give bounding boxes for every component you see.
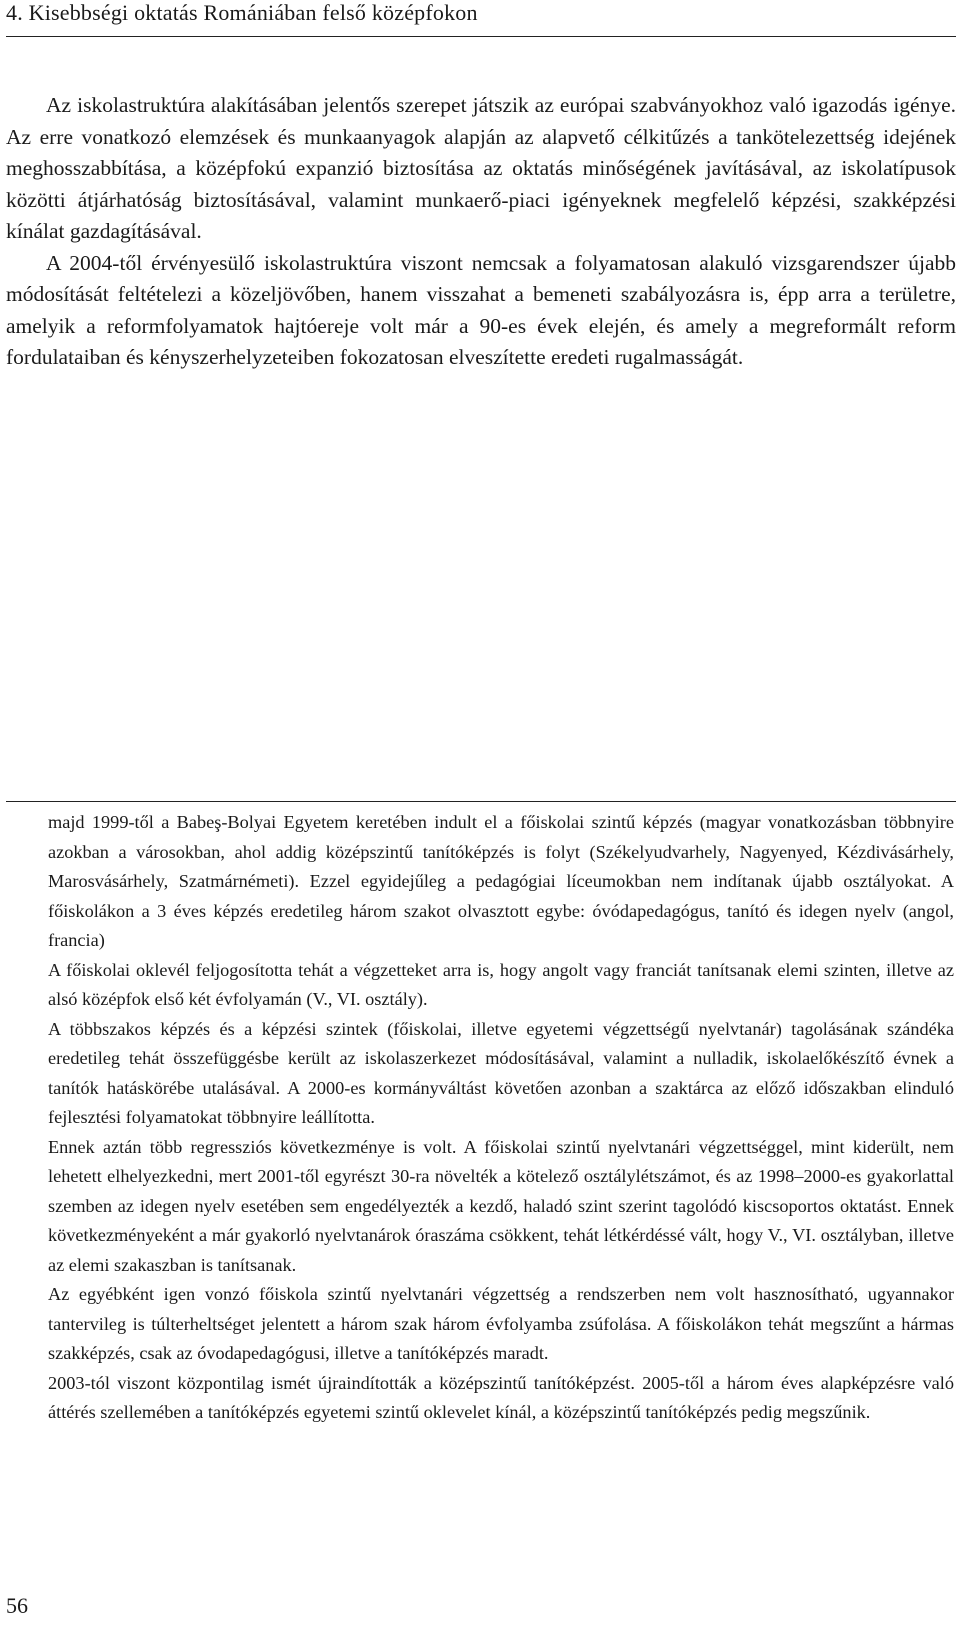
main-paragraph: Az iskolastruktúra alakításában jelentős szerepet játszik az európai szabványokhoz való igazodás igénye. Az erre vonatkozó elemzések és munkaanyagok alapján az alapvető célkitűzés a tankötelezettség idejének meghosszabbítása, a középfokú expanzió biztosítása az oktatás minőségének javításával, az iskolatípusok közötti átjárhatóság biztosításával, valamint munkaerő-piaci igényeknek megfelelő képzési, szakképzési kínálat gazdagításával. [6,93,956,243]
footnote-paragraph: A többszakos képzés és a képzési szintek (főiskolai, illetve egyetemi végzettségű nyelvtanár) tagolásának szándéka eredetileg tehát összefüggésbe került az iskolaszerkezet módosításával, valamint a nulladik, iskolaelőkészítő évnek a tanítók hatáskörébe utalásával. A 2000-es kormányváltást követően azonban a szaktárca az előző időszakban elinduló fejlesztési folyamatokat többnyire leállította. [48,1018,954,1127]
footnote-rule [6,801,956,802]
footnote-paragraph: A főiskolai oklevél feljogosította tehát a végzetteket arra is, hogy angolt vagy franciát tanítsanak elemi szinten, illetve az alsó középfok első két évfolyamán (V., VI. osztály). [48,959,954,1009]
running-header: 4. Kisebbségi oktatás Romániában felső középfokon [6,0,478,25]
main-text [6,90,956,374]
page-number: 56 [6,1593,28,1618]
footnote-paragraph: majd 1999-től a Babeş-Bolyai Egyetem keretében indult el a főiskolai szintű képzés (magyar vonatkozásban többnyire azokban a városokban, ahol addig középszintű tanítóképzés is folyt (Székelyudvarhely, Nagyenyed, Kézdivásárhely, Marosvásárhely, Szatmárnémeti). Ezzel egyidejűleg a pedagógiai líceumokban nem indítanak újabb osztályokat. A főiskolákon a 3 éves képzés eredetileg három szakot olvasztott egybe: óvódapedagógus, tanító és idegen nyelv (angol, francia) [48,812,954,950]
header-rule [6,36,956,37]
footnote-paragraph: 2003-tól viszont központilag ismét újraindították a középszintű tanítóképzést. 2005-től a három éves alapképzésre való áttérés szellemében a tanítóképzés egyetemi szintű oklevelet kínál, a középszintű tanítóképzés pedig megszűnik. [48,1372,954,1422]
footnote-paragraph: Ennek aztán több regressziós következménye is volt. A főiskolai szintű nyelvtanári végzettséggel, mint kiderült, nem lehetett elhelyezkedni, mert 2001-től egyrészt 30-ra növelték a kötelező osztálylétszámot, és az 1998–2000-es gyakorlattal szemben az idegen nyelv esetében sem engedélyezték a kezdő, haladó szint szerint tagolódó kiscsoportos oktatást. Ennek következményeként a már gyakorló nyelvtanárok óraszáma csökkent, tehát létkérdéssé vált, hogy V., VI. osztályban, illetve az elemi szakaszban is tanítsanak. [48,1136,954,1275]
footnote-paragraph: Az egyébként igen vonzó főiskola szintű nyelvtanári végzettség a rendszerben nem volt hasznosítható, ugyannakor tantervileg is túlterheltséget jelentett a három szak három évfolyamba zsúfolása. A főiskolákon tehát megszűnt a hármas szakképzés, csak az óvodapedagógusi, illetve a tanítóképzés maradt. [48,1284,954,1363]
main-paragraph: A 2004-től érvényesülő iskolastruktúra viszont nemcsak a folyamatosan alakuló vizsgarendszer újabb módosítását feltételezi a közeljövőben, hanem visszahat a bemeneti szabályozásra is, épp arra a területre, amelyik a reformfolyamatok hajtóereje volt már a 90-es évek elején, és amely a megreformált reform fordulataiban és kényszerhelyzeteiben fokozatosan elveszítette eredeti rugalmasságát. [6,250,956,369]
footnotes [48,808,954,1428]
